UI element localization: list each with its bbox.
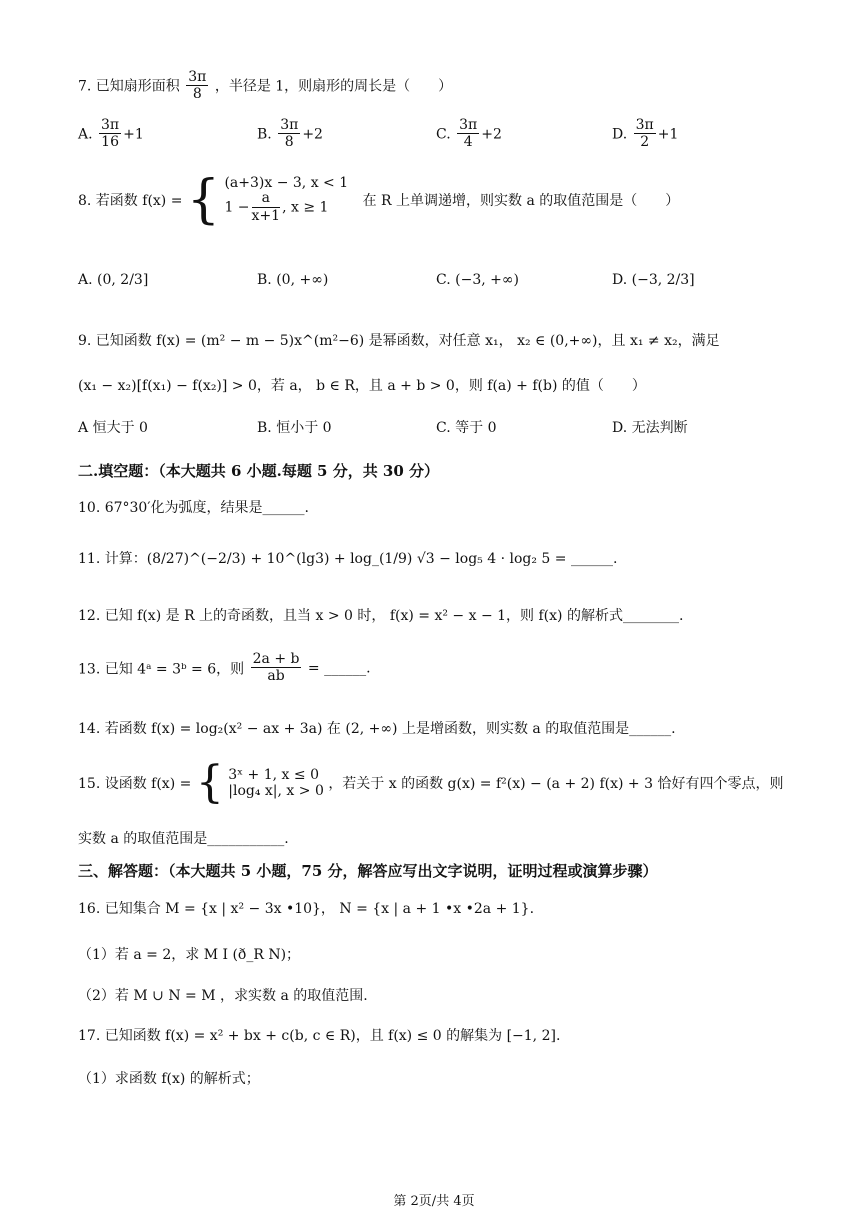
question-12: 12. 已知 f(x) 是 R 上的奇函数，且当 x > 0 时， f(x) = x² − x − 1，则 f(x) 的解析式________.: [78, 608, 684, 624]
question-7-option-a[interactable]: A. $\frac{3\pi}{16}$ +1: [78, 117, 144, 151]
question-17: 17. 已知函数 f(x) = x² + bx + c(b, c ∈ R)，且 f(x) ≤ 0 的解集为 [−1, 2].: [78, 1028, 561, 1044]
area-fraction: $\frac{3\pi}{8}$: [188, 69, 207, 103]
question-9-line-1: 9. 已知函数 f(x) = (m² − m − 5)x^(m²−6) 是幂函数，对任意 x₁， x₂ ∈ (0,+∞)，且 x₁ ≠ x₂，满足: [78, 333, 720, 349]
question-9-option-b[interactable]: B. 恒小于 0: [257, 420, 332, 436]
question-7-stem: 7. 已知扇形面积 $\frac{3\pi}{8}$ ，半径是 1，则扇形的周长是（ ）: [78, 69, 453, 103]
question-7-option-c[interactable]: C. $\frac{3\pi}{4}$ +2: [436, 117, 502, 151]
question-9-line-2: (x₁ − x₂)[f(x₁) − f(x₂)] > 0，若 a， b ∈ R，且 a + b > 0，则 f(a) + f(b) 的值（ ）: [78, 378, 646, 394]
question-8-stem: 8. 若函数 f(x) = { (a+3)x − 3, x < 1 1 − $\frac{a}{x+1}$ , x ≥ 1 在 R 上单调递增，则实数 a 的取值范围是（ ）: [78, 170, 680, 230]
question-7-option-d[interactable]: D. $\frac{3\pi}{2}$ +1: [612, 117, 679, 151]
question-8-option-c[interactable]: C. (−3, +∞): [436, 272, 519, 288]
page-footer: 第 2页/共 4页: [393, 1194, 475, 1209]
question-15: 15. 设函数 f(x) = { 3ˣ + 1, x ≤ 0 |log₄ x|, x > 0 ，若关于 x 的函数 g(x) = f²(x) − (a + 2) f(x) + 3 恰好有四个零点，则: [78, 757, 784, 808]
question-17-part-1: （1）求函数 f(x) 的解析式；: [78, 1071, 260, 1087]
question-11: 11. 计算：(8/27)^(−2/3) + 10^(lg3) + log_(1/9) √3 − log₅ 4 · log₂ 5 = ______.: [78, 551, 618, 567]
question-8-option-b[interactable]: B. (0, +∞): [257, 272, 329, 288]
question-15-line-2: 实数 a 的取值范围是___________.: [78, 831, 289, 847]
question-9-option-a[interactable]: A 恒大于 0: [78, 420, 148, 436]
question-7-option-b[interactable]: B. $\frac{3\pi}{8}$ +2: [257, 117, 323, 151]
question-16: 16. 已知集合 M = {x | x² − 3x •10}， N = {x | a + 1 •x •2a + 1}.: [78, 901, 535, 917]
question-16-part-2: （2）若 M ∪ N = M ，求实数 a 的取值范围.: [78, 988, 368, 1004]
question-14: 14. 若函数 f(x) = log₂(x² − ax + 3a) 在 (2, +∞) 上是增函数，则实数 a 的取值范围是______.: [78, 721, 676, 737]
section-2-heading: 二.填空题：（本大题共 6 小题.每题 5 分，共 30 分）: [78, 462, 440, 480]
question-8-option-d[interactable]: D. (−3, 2/3]: [612, 272, 695, 288]
question-13: 13. 已知 4ᵃ = 3ᵇ = 6，则 $\frac{2a + b}{ab}$ = ______.: [78, 651, 371, 685]
question-9-option-c[interactable]: C. 等于 0: [436, 420, 497, 436]
section-3-heading: 三、解答题：（本大题共 5 小题，75 分，解答应写出文字说明，证明过程或演算步骤）: [78, 862, 658, 880]
question-10: 10. 67°30′化为弧度，结果是______.: [78, 500, 309, 516]
question-16-part-1: （1）若 a = 2，求 M Ⅰ (ð_R N)；: [78, 947, 301, 963]
question-8-option-a[interactable]: A. (0, 2/3]: [78, 272, 149, 288]
question-9-option-d[interactable]: D. 无法判断: [612, 420, 688, 436]
